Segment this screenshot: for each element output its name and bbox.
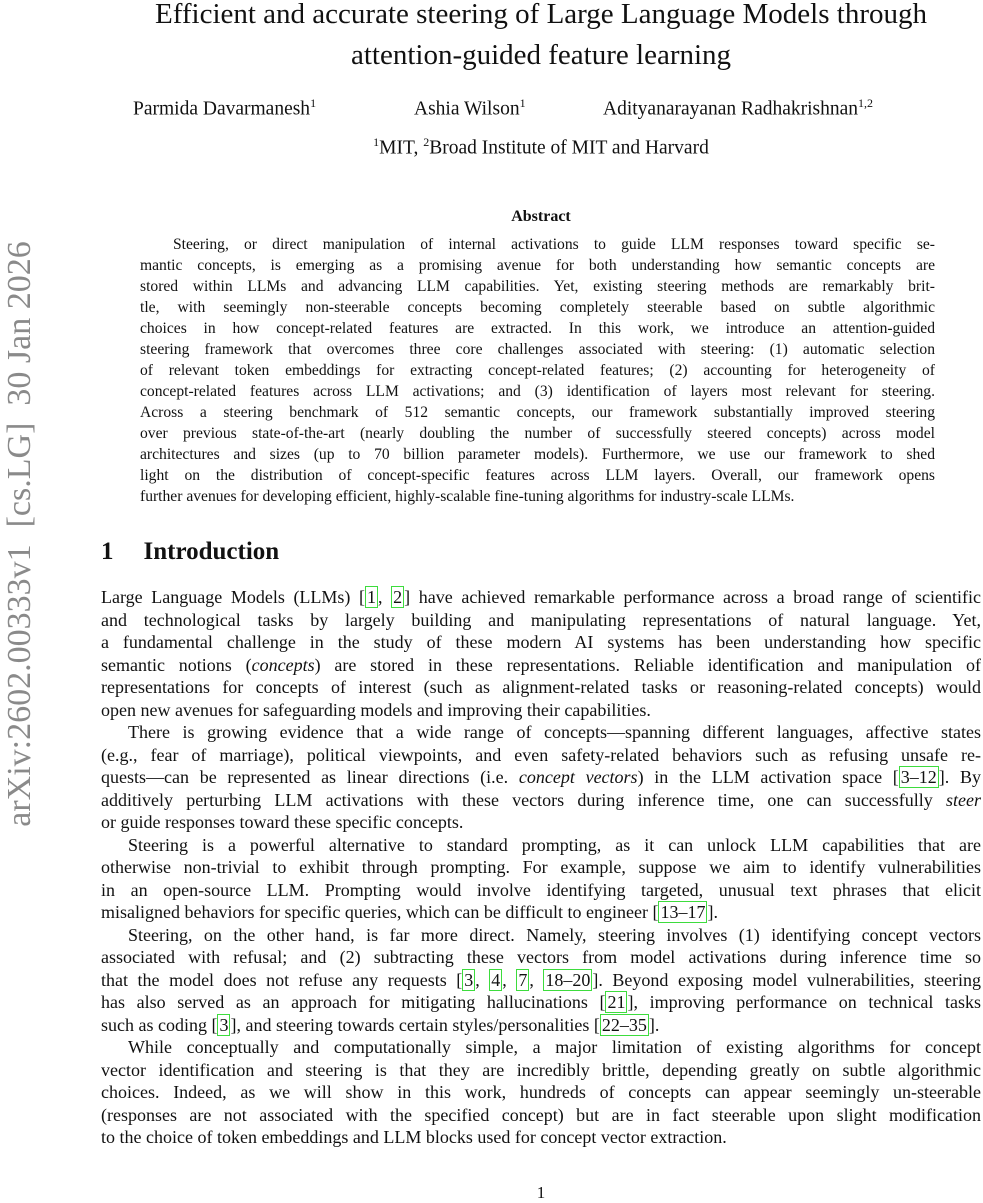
abstract-line: choices in how concept-related features are extracted. In this work, we introduce an attention-guided xyxy=(140,320,935,337)
citation-link[interactable]: 13–17 xyxy=(660,902,706,922)
affil: Broad Institute of MIT and Harvard xyxy=(429,137,709,159)
author xyxy=(414,96,526,121)
paragraph-line: choices. Indeed, as we will show in this work, hundreds of concepts can appear seemingly un-steerable xyxy=(101,1082,981,1102)
paragraph-line: There is growing evidence that a wide range of concepts—spanning different languages, affective states xyxy=(128,722,981,742)
author-sup: 1 xyxy=(519,96,526,110)
paragraph-line: and technological tasks by largely building and manipulating representations of natural language. Yet, xyxy=(101,609,981,630)
abstract-line: of relevant token embeddings for extracting concept-related features; (2) accounting for heterogeneity of xyxy=(140,362,935,379)
abstract-heading: Abstract xyxy=(511,208,571,225)
abstract-line: concept-related features across LLM activations; and (3) identification of layers most relevant for steering. xyxy=(140,383,935,400)
citation-link[interactable]: 3 xyxy=(464,969,474,990)
page-number: 1 xyxy=(536,1183,546,1202)
section-number: 1 xyxy=(101,538,114,565)
emphasis: concepts xyxy=(251,654,315,675)
abstract-line: architectures and sizes (up to 70 billion parameter models). Furthermore, we use our framework to shed xyxy=(140,446,935,463)
paragraph-line: (responses are not associated with the specified concept) but are in fact steerable upon slight modification xyxy=(101,1104,981,1125)
author-name: Adityanarayanan Radhakrishnan xyxy=(603,98,859,120)
section-heading xyxy=(101,538,279,566)
abstract-line: Steering, or direct manipulation of internal activations to guide LLM responses toward specific se- xyxy=(173,236,935,253)
author xyxy=(133,96,316,121)
paragraph-line: While conceptually and computationally simple, a major limitation of existing algorithms for concept xyxy=(128,1037,981,1057)
arxiv-stamp: arXiv:2602.00333v1 [cs.LG] 30 Jan 2026 xyxy=(1,241,38,827)
paragraph-line: open new avenues for safeguarding models and improving their capabilities. xyxy=(101,699,651,720)
affil-sup: 2 xyxy=(423,135,430,149)
affiliations xyxy=(0,135,983,160)
citation-link[interactable]: 2 xyxy=(393,587,403,607)
paragraph-line: quests—can be represented as linear directions (i.e. concept vectors) in the LLM activation space [ 3–12 ]. By xyxy=(101,767,982,787)
paragraph-line: associated with refusal; and (2) subtracting these vectors from model activations during inference time so xyxy=(101,947,981,967)
affil: MIT, xyxy=(379,137,424,159)
abstract-line: tle, with seemingly non-steerable concepts becoming completely steerable based on subtle algorithmic xyxy=(140,299,935,316)
paragraph-line: additively perturbing LLM activations with these vectors during inference time, one can successfully steer xyxy=(101,789,981,810)
paragraph-line: Large Language Models (LLMs) [ 1 , 2 ] have achieved remarkable performance across a broad range of scientific xyxy=(101,587,982,607)
author-sup: 1,2 xyxy=(858,96,874,110)
citation-link[interactable]: 7 xyxy=(518,969,528,990)
citation-link[interactable]: 18–20 xyxy=(545,969,591,990)
citation-link[interactable]: 21 xyxy=(607,992,626,1012)
paragraph-line: otherwise non-trivial to exhibit through prompting. For example, suppose we aim to identify vulnerabilities xyxy=(101,857,981,877)
abstract-line: steering framework that overcomes three core challenges associated with steering: (1) automatic selection xyxy=(140,341,935,358)
citation-link[interactable]: 3–12 xyxy=(900,767,937,787)
paragraph-line: or guide responses toward these specific concepts. xyxy=(101,812,464,832)
citation-link[interactable]: 3 xyxy=(219,1014,229,1035)
paragraph-line: such as coding [ 3 ], and steering towards certain styles/personalities [ 22–35 ]. xyxy=(101,1014,660,1035)
author-name: Ashia Wilson xyxy=(414,98,520,120)
section-title: Introduction xyxy=(143,538,280,565)
citation-link[interactable]: 1 xyxy=(367,587,377,607)
paragraph-line: (e.g., fear of marriage), political viewpoints, and even safety-related behaviors such as refusing unsafe re- xyxy=(101,744,981,765)
paragraph-line: that the model does not refuse any requests [ 3 , 4 , 7 , 18–20 ]. Beyond exposing model vulnerabilities, steering xyxy=(101,969,982,990)
affil-sup: 1 xyxy=(373,135,380,149)
paragraph-line: misaligned behaviors for specific queries, which can be difficult to engineer [ 13–17 ]. xyxy=(101,902,718,922)
abstract-line: mantic concepts, is emerging as a promising avenue for both understanding how semantic concepts are xyxy=(140,257,935,274)
paragraph-line: in an open-source LLM. Prompting would involve identifying targeted, unusual text phrases that elicit xyxy=(101,879,981,900)
author xyxy=(603,96,873,121)
paragraph-line: to the choice of token embeddings and LLM blocks used for concept vector extraction. xyxy=(101,1127,727,1147)
author-sup: 1 xyxy=(310,96,317,110)
abstract-line: stored within LLMs and advancing LLM capabilities. Yet, existing steering methods are remarkably brit- xyxy=(140,278,935,295)
emphasis: concept vectors xyxy=(518,767,638,787)
citation-link[interactable]: 4 xyxy=(491,969,501,990)
emphasis: steer xyxy=(946,789,981,810)
abstract-line: further avenues for developing efficient, highly-scalable fine-tuning algorithms for industry-scale LLMs. xyxy=(140,488,795,505)
paragraph-line: Steering is a powerful alternative to standard prompting, as it can unlock LLM capabilities that are xyxy=(128,834,981,855)
paragraph-line: a fundamental challenge in the study of these modern AI systems has been understanding how specific xyxy=(101,632,981,652)
abstract-line: over previous state-of-the-art (nearly doubling the number of successfully steered concepts) across model xyxy=(140,425,935,442)
paragraph-line: semantic notions (concepts) are stored in these representations. Reliable identification and manipulation of xyxy=(101,654,982,675)
title-line: Efficient and accurate steering of Large Language Models through xyxy=(155,0,927,30)
title-line: attention-guided feature learning xyxy=(350,39,732,71)
paragraph-line: vector identification and steering is that they are incredibly brittle, depending greatly on subtle algorithmic xyxy=(101,1059,981,1080)
citation-link[interactable]: 22–35 xyxy=(601,1014,647,1035)
abstract-line: light on the distribution of concept-specific features across LLM layers. Overall, our framework opens xyxy=(140,467,935,484)
paragraph-line: Steering, on the other hand, is far more direct. Namely, steering involves (1) identifying concept vectors xyxy=(128,924,981,945)
paper-title xyxy=(60,0,983,76)
author-name: Parmida Davarmanesh xyxy=(133,98,311,120)
abstract-line: Across a steering benchmark of 512 semantic concepts, our framework substantially improved steering xyxy=(140,404,935,421)
paragraph-line: has also served as an approach for mitigating hallucinations [ 21 ], improving performance on technical tasks xyxy=(101,992,981,1012)
paragraph-line: representations for concepts of interest (such as alignment-related tasks or reasoning-related concepts) would xyxy=(101,677,981,697)
